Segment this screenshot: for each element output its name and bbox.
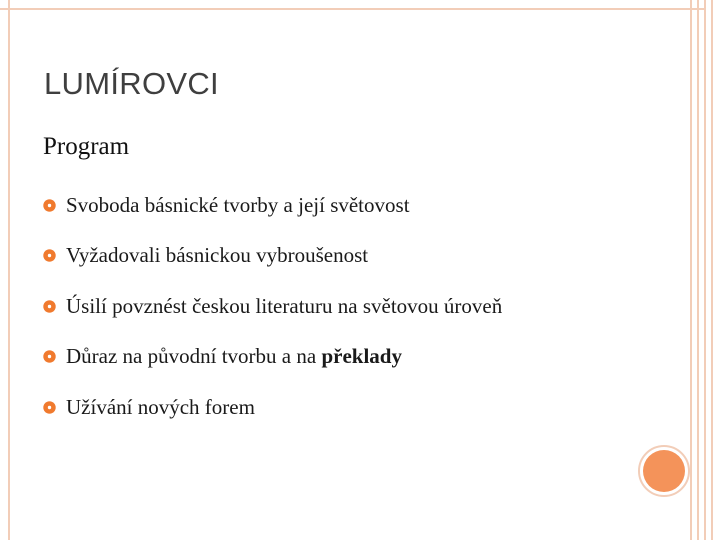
gear-icon (42, 198, 56, 212)
frame-rail (697, 0, 699, 540)
frame-rail (690, 0, 692, 540)
bullet-item (42, 332, 502, 383)
gear-icon (42, 249, 56, 263)
bullet-text: Úsilí povznést českou literaturu na světovou úroveň (66, 293, 503, 318)
bullet-text: Důraz na původní tvorbu a na překlady (66, 344, 402, 369)
slide-subtitle: Program (43, 133, 130, 160)
gear-icon (42, 350, 56, 364)
slide-title: LUMÍROVCI (44, 66, 219, 101)
bullet-list (42, 180, 502, 433)
bullet-text: Vyžadovali básnickou vybroušenost (66, 243, 369, 268)
frame-line-left (8, 0, 10, 540)
bullet-text: Svoboda básnické tvorby a její světovost (66, 192, 410, 217)
decor-circle-dot (643, 450, 685, 492)
bullet-item (42, 281, 502, 332)
bullet-item (42, 180, 502, 231)
gear-icon (42, 299, 56, 313)
frame-rail (704, 0, 706, 540)
gear-icon (42, 400, 56, 414)
bullet-item (42, 382, 502, 433)
frame-line-top (0, 8, 706, 10)
frame-rail (711, 0, 713, 540)
bullet-text: Užívání nových forem (66, 394, 255, 419)
bullet-bold-text: překlady (321, 344, 402, 369)
bullet-item (42, 231, 502, 282)
